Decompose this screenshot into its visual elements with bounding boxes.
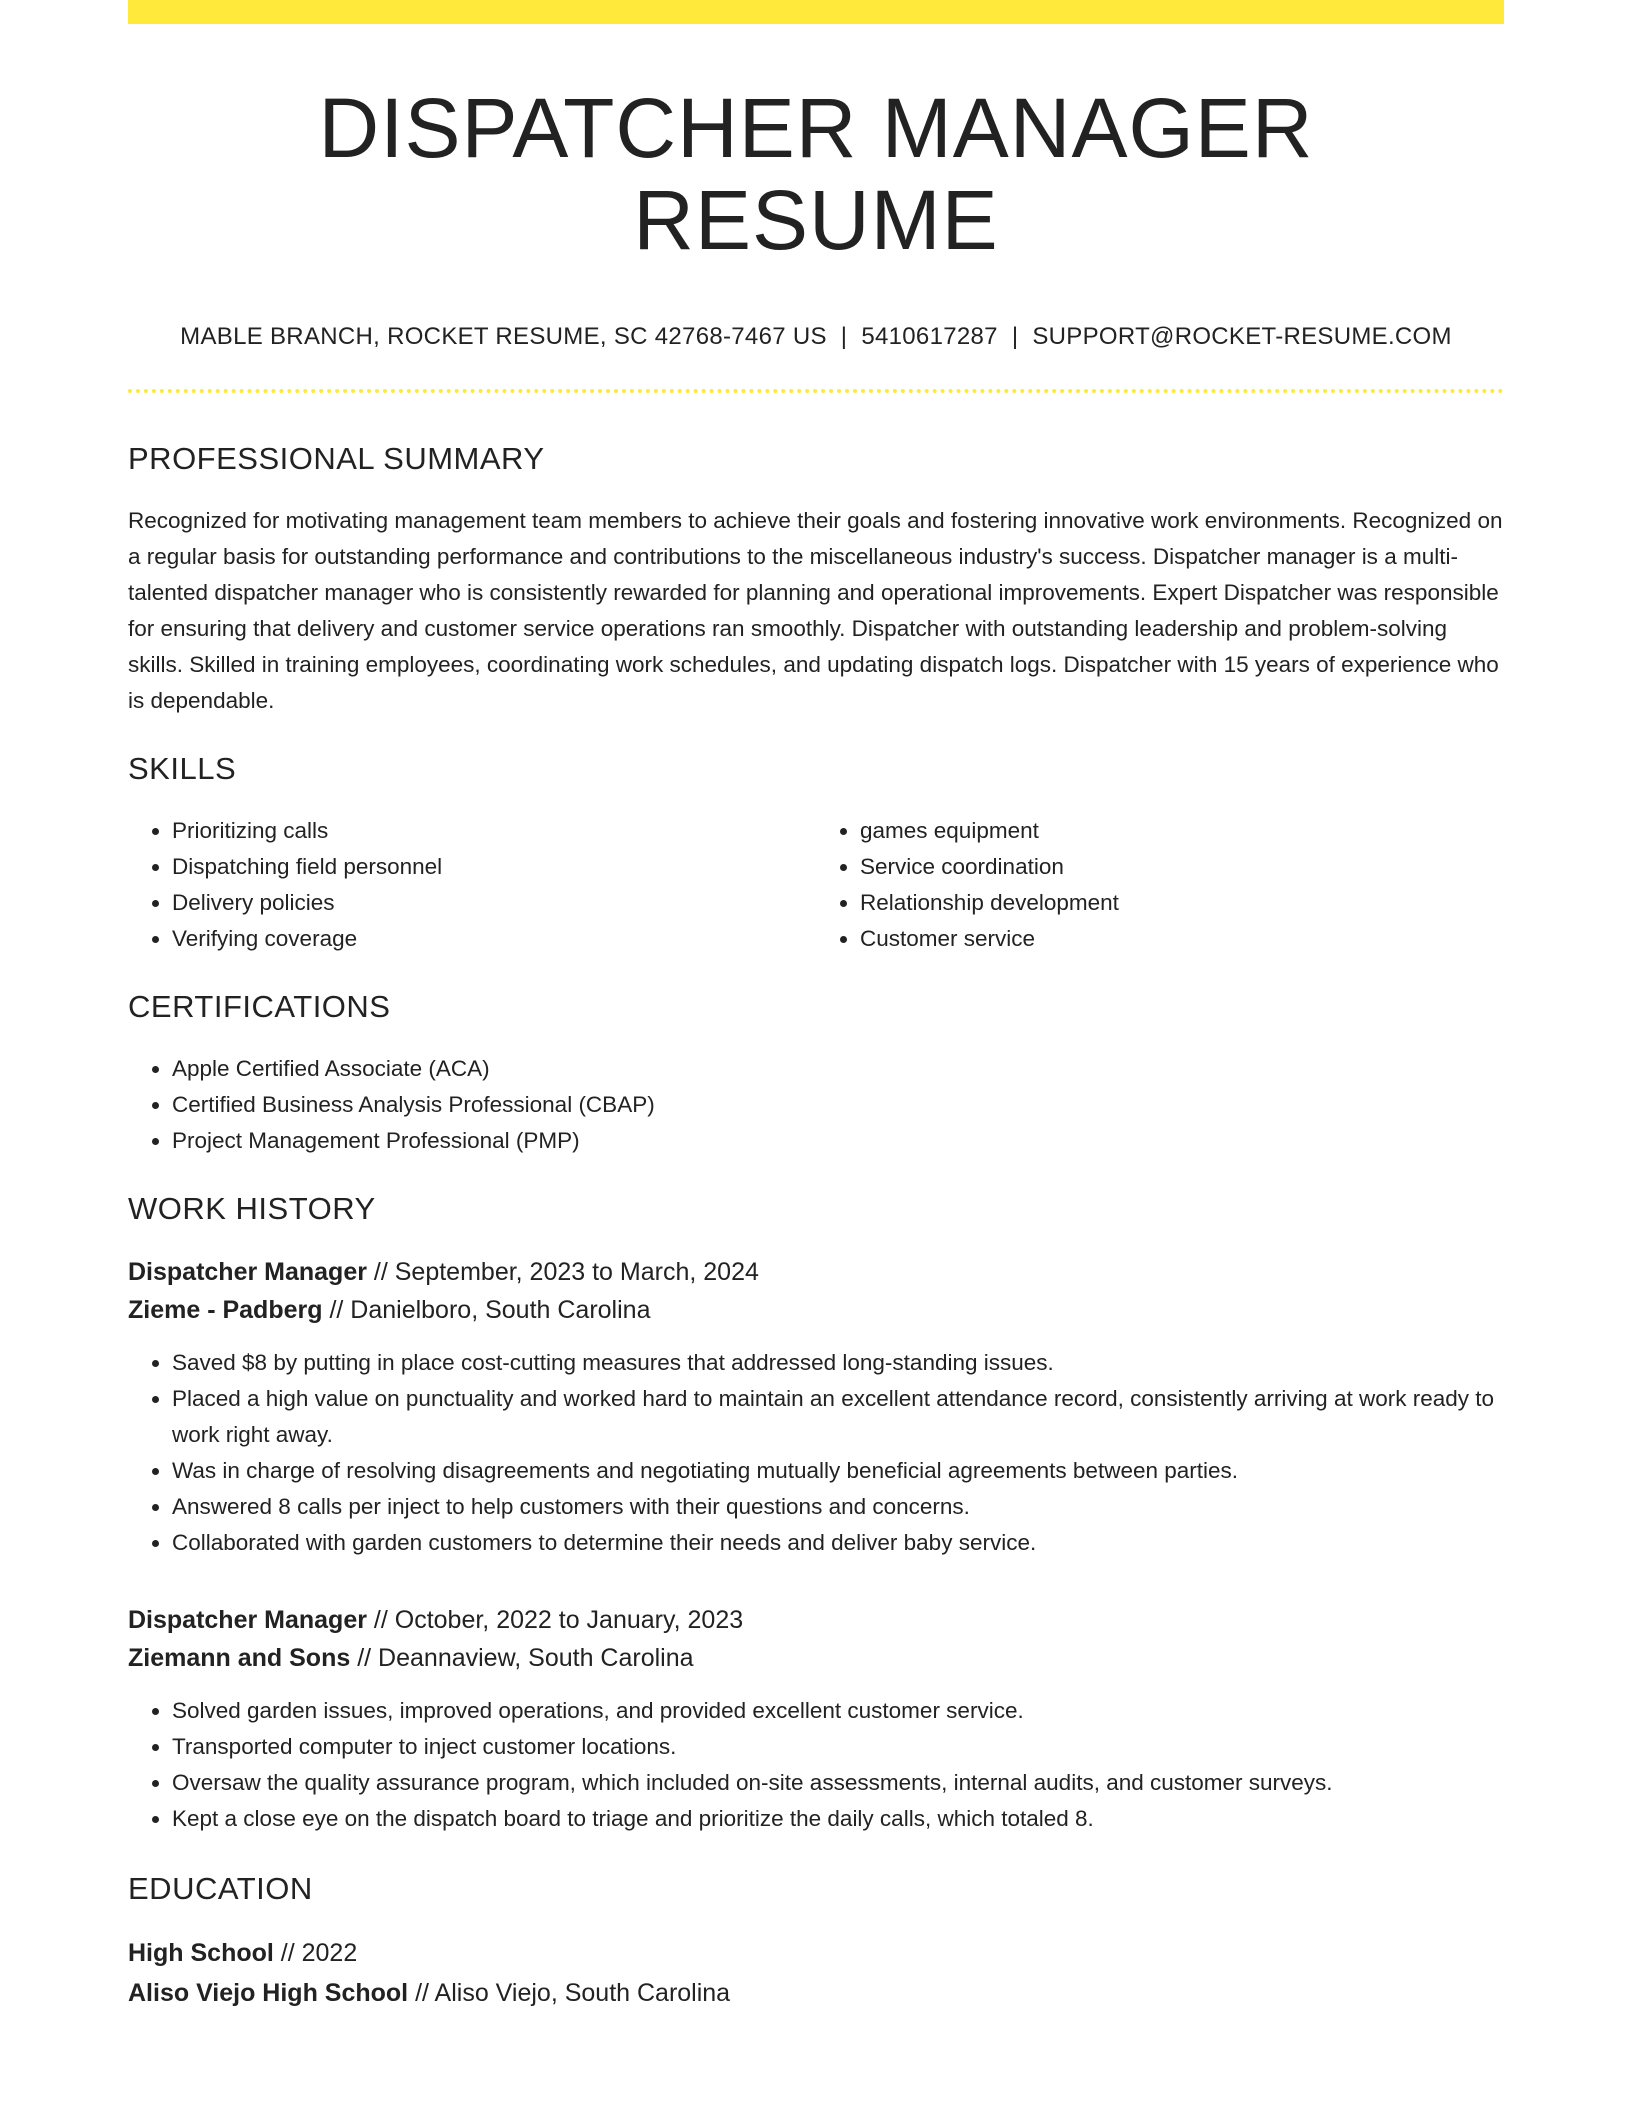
education-school: Aliso Viejo High School — [128, 1978, 409, 2007]
education-entry — [128, 1933, 1504, 2013]
job-dates: // September, 2023 to March, 2024 — [366, 1257, 759, 1286]
education-location: // Aliso Viejo, South Carolina — [408, 1978, 731, 2007]
job-title: Dispatcher Manager — [128, 1257, 367, 1286]
certifications-heading: CERTIFICATIONS — [128, 988, 391, 1024]
certification-item: • Apple Certified Associate (ACA) — [172, 1051, 1504, 1087]
job-company: Ziemann and Sons — [128, 1643, 351, 1672]
header-divider — [128, 389, 1504, 393]
job-title-line — [128, 1253, 1504, 1291]
job-location: // Deannaview, South Carolina — [350, 1643, 694, 1672]
skill-item: • Verifying coverage — [172, 921, 816, 957]
skill-item: • Prioritizing calls — [172, 813, 816, 849]
resume-title: DISPATCHER MANAGER RESUME — [318, 81, 1314, 268]
contact-separator: | — [840, 322, 848, 350]
job-bullet: • Saved $8 by putting in place cost-cutting measures that addressed long-standing issues. — [172, 1345, 1504, 1381]
skills-list-right — [816, 813, 1504, 957]
skills-list-left — [128, 813, 816, 957]
contact-address: MABLE BRANCH, ROCKET RESUME, SC 42768-7467 US — [180, 322, 827, 350]
job-entry — [128, 1601, 1504, 1837]
resume-page — [128, 0, 1504, 2013]
contact-phone[interactable]: 5410617287 — [861, 322, 998, 350]
job-bullet: • Was in charge of resolving disagreements and negotiating mutually beneficial agreements between parties. — [172, 1453, 1504, 1489]
contact-separator: | — [1011, 322, 1019, 350]
education-year: // 2022 — [273, 1938, 358, 1967]
job-bullet: • Kept a close eye on the dispatch board to triage and prioritize the daily calls, which totaled 8. — [172, 1801, 1504, 1837]
skill-item: • Dispatching field personnel — [172, 849, 816, 885]
job-company: Zieme - Padberg — [128, 1295, 323, 1324]
skill-item: • games equipment — [860, 813, 1504, 849]
job-title-line — [128, 1601, 1504, 1639]
summary-text: Recognized for motivating management team members to achieve their goals and fostering innovative work environments. Recognized on a regular basis for outstanding performance and contributions to the miscellaneous industry's success. Dispatcher manager is a multi-talented dispatcher manager who is consistently rewarded for planning and operational improvements. Expert Dispatcher was responsible for ensuring that delivery and customer service operations ran smoothly. Dispatcher with outstanding leadership and problem-solving skills. Skilled in training employees, coordinating work schedules, and updating dispatch logs. Dispatcher with 15 years of experience who is dependable. — [128, 507, 1503, 713]
skill-item: • Customer service — [860, 921, 1504, 957]
job-dates: // October, 2022 to January, 2023 — [366, 1605, 744, 1634]
certification-item: • Project Management Professional (PMP) — [172, 1123, 1504, 1159]
contact-email[interactable]: SUPPORT@ROCKET-RESUME.COM — [1032, 322, 1452, 350]
job-bullets — [128, 1693, 1504, 1837]
education-school-line — [128, 1973, 1504, 2013]
certification-item: • Certified Business Analysis Professional (CBAP) — [172, 1087, 1504, 1123]
contact-line — [128, 323, 1504, 351]
job-bullet: • Oversaw the quality assurance program, which included on-site assessments, internal audits, and customer surveys. — [172, 1765, 1504, 1801]
education-degree: High School — [128, 1938, 274, 1967]
skill-item: • Delivery policies — [172, 885, 816, 921]
job-company-line — [128, 1291, 1504, 1329]
summary-heading: PROFESSIONAL SUMMARY — [128, 440, 545, 476]
job-entry — [128, 1253, 1504, 1561]
education-degree-line — [128, 1933, 1504, 1973]
job-location: // Danielboro, South Carolina — [322, 1295, 651, 1324]
skill-item: • Relationship development — [860, 885, 1504, 921]
accent-bar — [128, 0, 1504, 24]
job-company-line — [128, 1639, 1504, 1677]
job-title: Dispatcher Manager — [128, 1605, 367, 1634]
job-bullet: • Placed a high value on punctuality and worked hard to maintain an excellent attendance record, consistently arriving at work ready to work right away. — [172, 1381, 1504, 1453]
certifications-list — [128, 1051, 1504, 1159]
job-bullet: • Solved garden issues, improved operations, and provided excellent customer service. — [172, 1693, 1504, 1729]
skill-item: • Service coordination — [860, 849, 1504, 885]
work-history-heading: WORK HISTORY — [128, 1190, 376, 1226]
skills-columns — [128, 813, 1504, 957]
education-heading: EDUCATION — [128, 1870, 313, 1906]
job-bullet: • Transported computer to inject customer locations. — [172, 1729, 1504, 1765]
skills-heading: SKILLS — [128, 750, 237, 786]
job-bullet: • Collaborated with garden customers to determine their needs and deliver baby service. — [172, 1525, 1504, 1561]
job-bullet: • Answered 8 calls per inject to help customers with their questions and concerns. — [172, 1489, 1504, 1525]
job-bullets — [128, 1345, 1504, 1561]
